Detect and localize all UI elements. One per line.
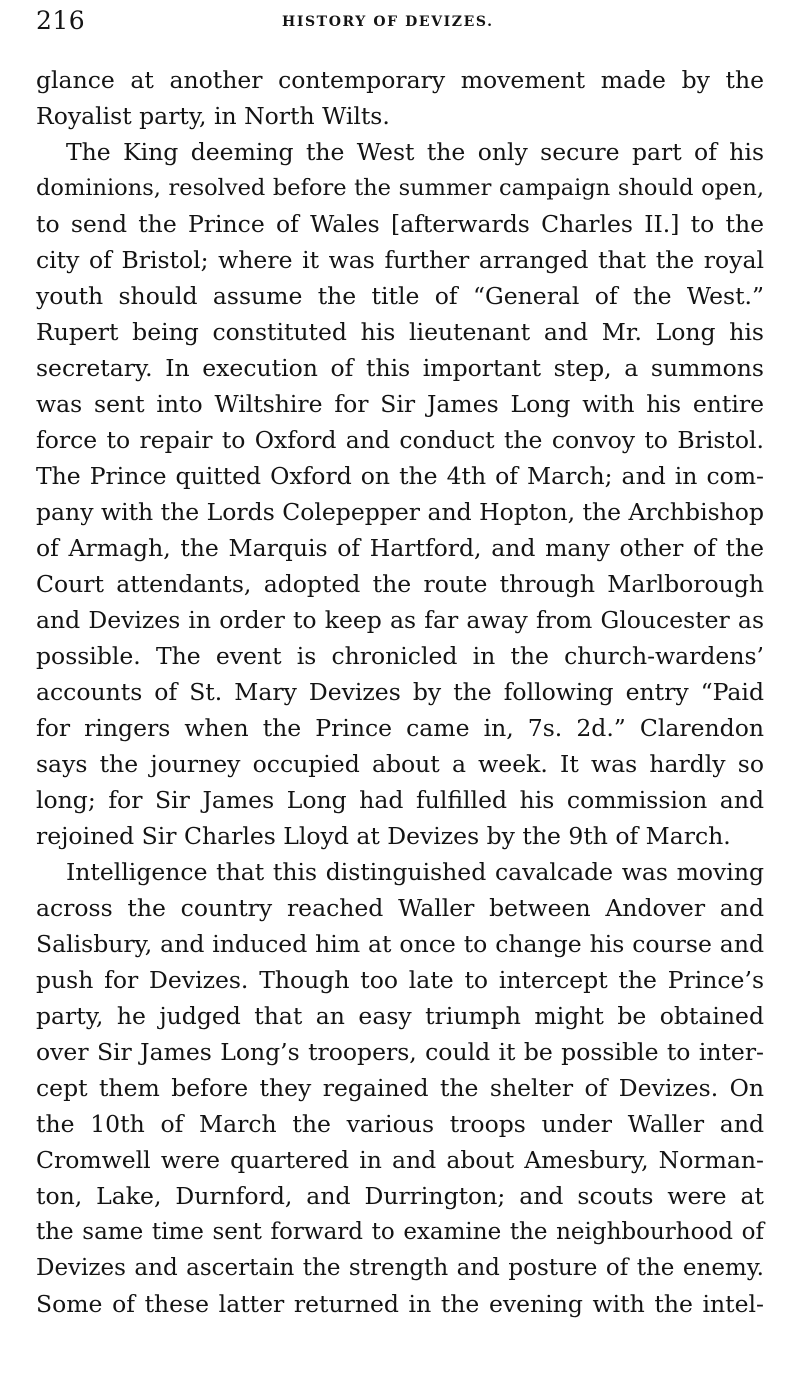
text-line: ton, Lake, Durnford, and Durrington; and scouts were at — [36, 1182, 764, 1210]
body-text — [36, 62, 764, 1322]
text-line: The Prince quitted Oxford on the 4th of March; and in com- — [36, 462, 764, 490]
text-line: Devizes and ascertain the strength and posture of the enemy. — [36, 1255, 764, 1281]
text-line: cept them before they regained the shelter of Devizes. On — [36, 1074, 764, 1102]
paragraph-first-line: Intelligence that this distinguished cavalcade was moving — [66, 858, 764, 886]
paragraph-first-line: The King deeming the West the only secure part of his — [66, 138, 764, 166]
text-line: Cromwell were quartered in and about Amesbury, Norman- — [36, 1146, 764, 1174]
text-line: glance at another contemporary movement made by the — [36, 66, 764, 94]
text-line: over Sir James Long’s troopers, could it be possible to inter- — [36, 1038, 764, 1066]
text-line: was sent into Wiltshire for Sir James Long with his entire — [36, 390, 764, 418]
running-head — [36, 6, 766, 40]
text-line: Rupert being constituted his lieutenant and Mr. Long his — [36, 318, 764, 346]
text-line: pany with the Lords Colepepper and Hopton, the Archbishop — [36, 498, 764, 526]
text-line: youth should assume the title of “General of the West.” — [36, 282, 764, 310]
text-line: push for Devizes. Though too late to intercept the Prince’s — [36, 966, 764, 994]
text-line: to send the Prince of Wales [afterwards Charles II.] to the — [36, 210, 764, 238]
text-line: for ringers when the Prince came in, 7s. 2d.” Clarendon — [36, 714, 764, 742]
text-line: rejoined Sir Charles Lloyd at Devizes by the 9th of March. — [36, 822, 731, 850]
text-line: Some of these latter returned in the evening with the intel- — [36, 1290, 764, 1318]
text-line: the 10th of March the various troops under Waller and — [36, 1110, 764, 1138]
text-line: says the journey occupied about a week. It was hardly so — [36, 750, 764, 778]
text-line: dominions, resolved before the summer campaign should open, — [36, 175, 764, 201]
text-line: long; for Sir James Long had fulfilled his commission and — [36, 786, 764, 814]
text-line: party, he judged that an easy triumph might be obtained — [36, 1002, 764, 1030]
page-number: 216 — [36, 6, 86, 35]
text-line: city of Bristol; where it was further arranged that the royal — [36, 246, 764, 274]
text-line: Court attendants, adopted the route through Marlborough — [36, 570, 764, 598]
text-line: Salisbury, and induced him at once to change his course and — [36, 930, 764, 958]
text-line: secretary. In execution of this important step, a summons — [36, 354, 764, 382]
running-title: HISTORY OF DEVIZES. — [282, 14, 494, 30]
text-line: across the country reached Waller between Andover and — [36, 894, 764, 922]
text-line: Royalist party, in North Wilts. — [36, 102, 390, 130]
text-line: the same time sent forward to examine the neighbourhood of — [36, 1219, 764, 1245]
text-line: of Armagh, the Marquis of Hartford, and many other of the — [36, 534, 764, 562]
text-line: force to repair to Oxford and conduct the convoy to Bristol. — [36, 426, 764, 454]
text-line: possible. The event is chronicled in the church-wardens’ — [36, 642, 764, 670]
text-line: accounts of St. Mary Devizes by the following entry “Paid — [36, 678, 764, 706]
text-line: and Devizes in order to keep as far away from Gloucester as — [36, 606, 764, 634]
